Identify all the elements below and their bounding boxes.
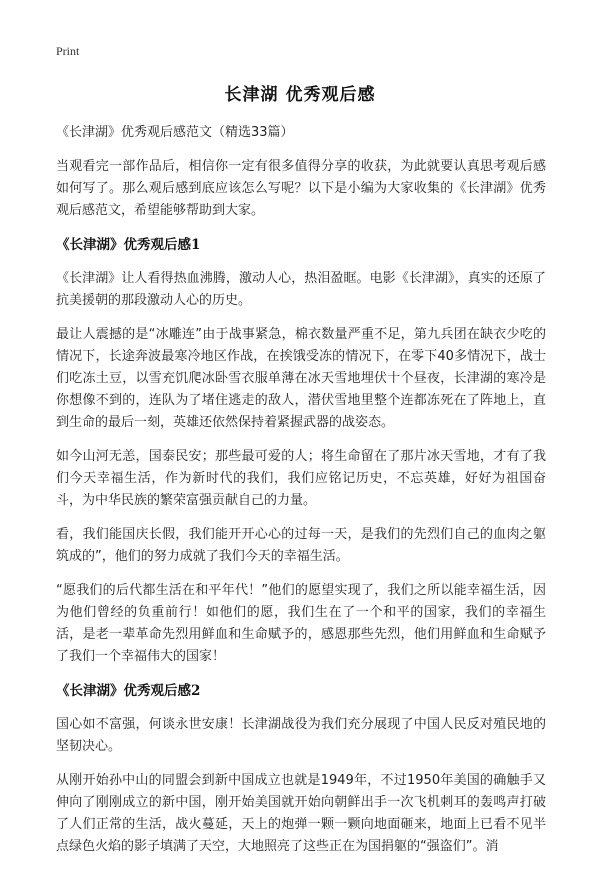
- paragraph: 从刚开始孙中山的同盟会到新中国成立也就是1949年，不过1950年美国的确触手又伸向了刚刚成立的新中国，刚开始美国就开始向朝鲜出手一次飞机刺耳的轰鸣声打破了人们正常的生活，战火蔓延，天上的炮弹一颗一颗向地面砸来，地面上已看不见半点绿色火焰的影子填满了天空，大地照亮了这些正在为国捐躯的“强盗们”。消: [56, 773, 546, 854]
- intro-paragraph: 当观看完一部作品后，相信你一定有很多值得分享的收获，为此就要认真思考观后感如何写了。那么观后感到底应该怎么写呢？以下是小编为大家收集的《长津湖》优秀观后感范文，希望能够帮助到大家。: [56, 159, 546, 218]
- article-subtitle: 《长津湖》优秀观后感范文（精选33篇）: [56, 125, 294, 140]
- paragraph: 最让人震撼的是“冰雕连”由于战事紧急，棉衣数量严重不足，第九兵团在缺衣少吃的情况下，长途奔波最寒冷地区作战，在挨饿受冻的情况下，在零下40多情况下，战士们吃冻土豆，以雪充饥爬冰卧雪衣服单薄在冰天雪地埋伏十个昼夜，长津湖的寒冷是你想像不到的，连队为了堵住逃走的敌人，潜伏雪地里整个连都冻死在了阵地上，直到生命的最后一刻，英雄还依然保持着紧握武器的战姿态。: [56, 327, 546, 430]
- print-link[interactable]: Print: [56, 44, 80, 58]
- paragraph: “愿我们的后代都生活在和平年代！”他们的愿望实现了，我们之所以能幸福生活，因为他们曾经的负重前行！如他们的愿，我们生在了一个和平的国家，我们的幸福生活，是老一辈革命先烈用鲜血和生命赋予的，感恩那些先烈，他们用鲜血和生命赋予了我们一个幸福伟大的国家！: [56, 583, 546, 664]
- article-body: [56, 122, 546, 870]
- page-title: 长津湖 优秀观后感: [224, 85, 376, 105]
- paragraph: 看，我们能国庆长假，我们能开开心心的过每一天，是我们的先烈们自己的血肉之躯筑成的”，他们的努力成就了我们今天的幸福生活。: [56, 527, 546, 564]
- paragraph: 国心如不富强，何谈永世安康！长津湖战役为我们充分展现了中国人民反对殖民地的坚韧决心。: [56, 717, 546, 754]
- paragraph: 如今山河无恙，国泰民安；那些最可爱的人；将生命留在了那片冰天雪地，才有了我们今天幸福生活，作为新时代的我们，我们应铭记历史，不忘英雄，好好为祖国奋斗，为中华民族的繁荣富强贡献自己的力量。: [56, 449, 546, 508]
- paragraph: 《长津湖》让人看得热血沸腾，激动人心，热泪盈眶。电影《长津湖》，真实的还原了抗美援朝的那段激动人心的历史。: [56, 271, 546, 308]
- section-heading-2: 《长津湖》优秀观后感2: [56, 683, 201, 699]
- section-heading-1: 《长津湖》优秀观后感1: [56, 237, 201, 253]
